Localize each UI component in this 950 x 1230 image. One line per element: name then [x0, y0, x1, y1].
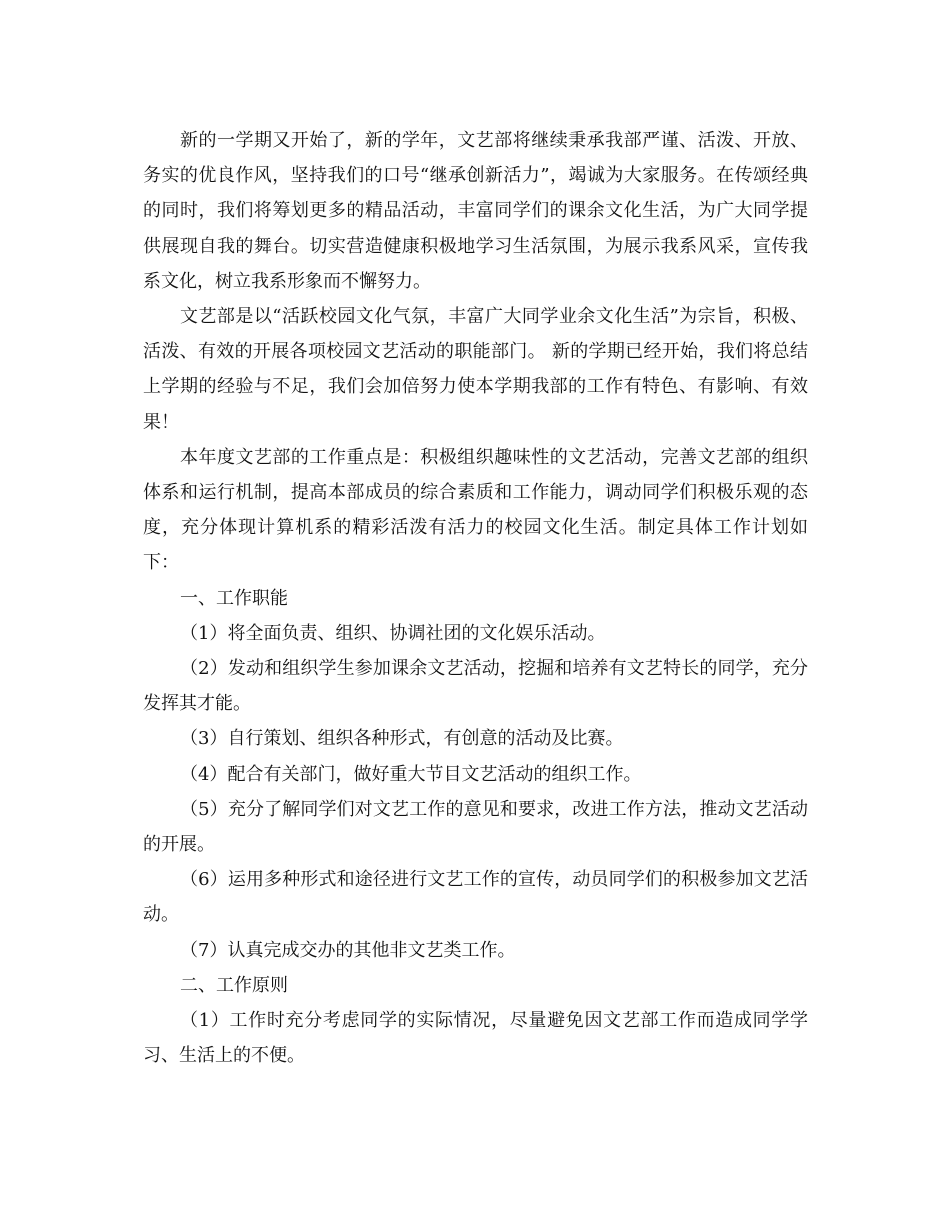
list-item: （4）配合有关部门，做好重大节目文艺活动的组织工作。: [180, 763, 642, 785]
list-item: （3）自行策划、组织各种形式，有创意的活动及比赛。: [180, 728, 624, 750]
list-item: （2）发动和组织学生参加课余文艺活动，挖掘和培养有文艺特长的同学，充分发挥其才能。: [143, 658, 808, 715]
list-item: （1）工作时充分考虑同学的实际情况，尽量避免因文艺部工作而造成同学学习、生活上的不便。: [143, 1010, 808, 1067]
document-body: [143, 123, 808, 1073]
purpose-paragraph: 文艺部是以“活跃校园文化气氛，丰富广大同学业余文化生活”为宗旨，积极、活泼、有效的开展各项校园文艺活动的职能部门。 新的学期已经开始，我们将总结上学期的经验与不足，我们会加倍努力使本学期我部的工作有特色、有影响、有效果！: [143, 306, 808, 433]
list-item: （1）将全面负责、组织、协调社团的文化娱乐活动。: [180, 622, 606, 644]
section-heading-duties: 一、工作职能: [180, 587, 288, 609]
section-heading-principles: 二、工作原则: [180, 974, 288, 996]
list-item: （7）认真完成交办的其他非文艺类工作。: [180, 939, 516, 961]
focus-paragraph: 本年度文艺部的工作重点是：积极组织趣味性的文艺活动，完善文艺部的组织体系和运行机制，提高本部成员的综合素质和工作能力，调动同学们积极乐观的态度，充分体现计算机系的精彩活泼有活力的校园文化生活。制定具体工作计划如下：: [143, 446, 808, 574]
list-item: （6）运用多种形式和途径进行文艺工作的宣传，动员同学们的积极参加文艺活动。: [143, 869, 808, 926]
intro-paragraph: 新的一学期又开始了，新的学年，文艺部将继续秉承我部严谨、活泼、开放、务实的优良作风，坚持我们的口号“继承创新活力”，竭诚为大家服务。在传颂经典的同时，我们将筹划更多的精品活动，丰富同学们的课余文化生活，为广大同学提供展现自我的舞台。切实营造健康积极地学习生活氛围，为展示我系风采，宣传我系文化，树立我系形象而不懈努力。: [143, 130, 808, 292]
list-item: （5）充分了解同学们对文艺工作的意见和要求，改进工作方法，推动文艺活动的开展。: [143, 798, 808, 856]
